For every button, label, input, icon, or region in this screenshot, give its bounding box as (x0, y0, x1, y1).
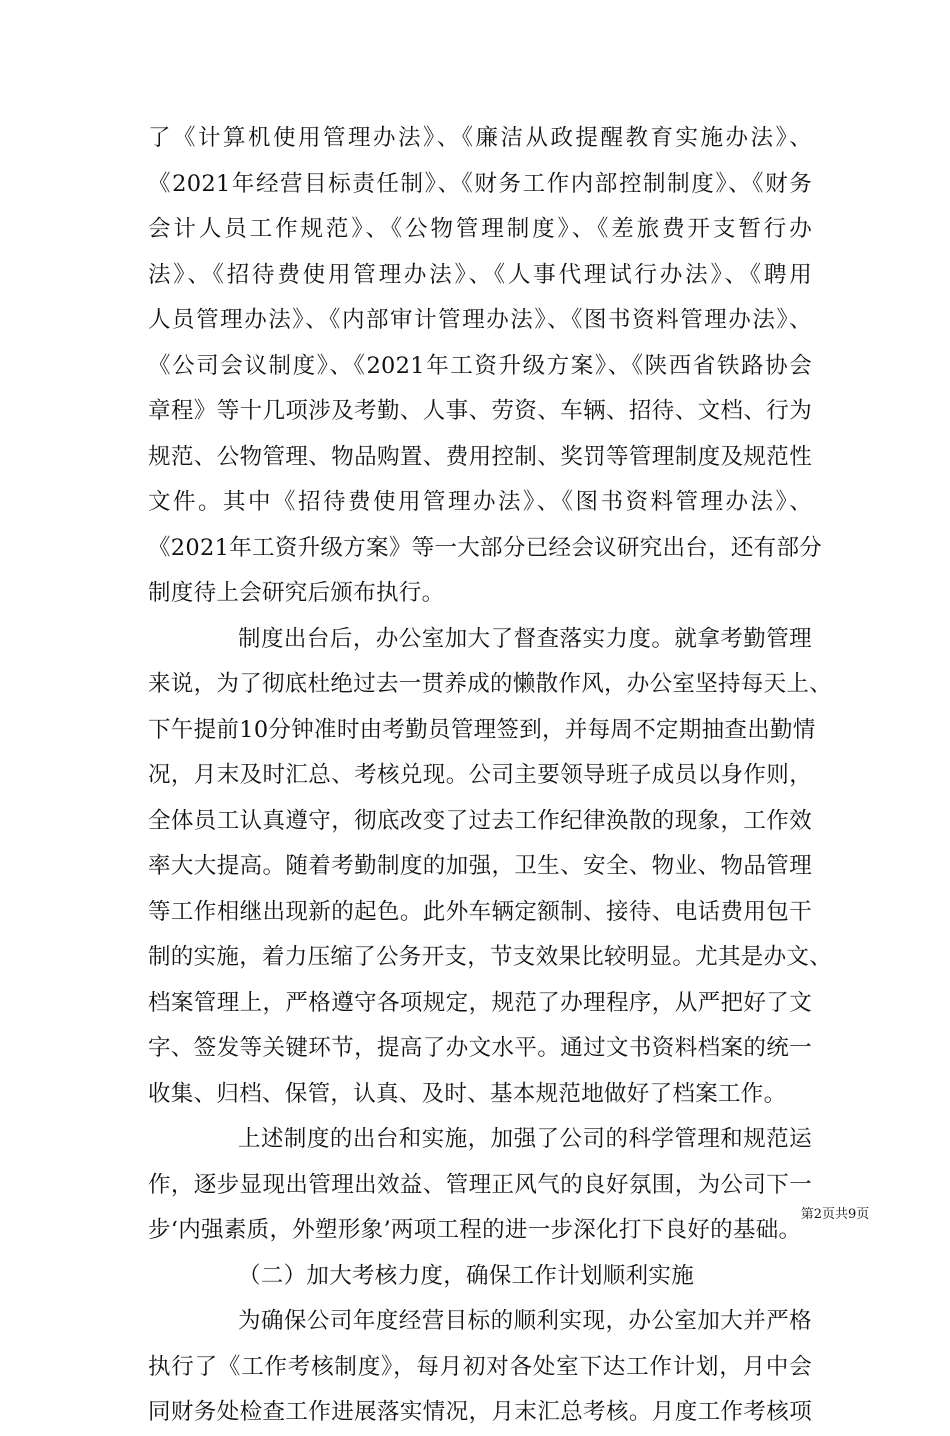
text-line: 为确保公司年度经营目标的顺利实现，办公室加大并严格 (238, 1308, 812, 1334)
text-line: （二）加大考核力度，确保工作计划顺利实施 (238, 1262, 695, 1289)
body-text (148, 116, 833, 1436)
text-line: 法》、《招待费使用管理办法》、《人事代理试行办法》、《聘用 (148, 261, 812, 288)
page-number: 第2页共9页 (800, 1207, 870, 1222)
text-line: 制度出台后，办公室加大了督查落实力度。就拿考勤管理 (238, 625, 812, 652)
text-line: 执行了《工作考核制度》，每月初对各处室下达工作计划，月中会 (148, 1353, 812, 1380)
text-line: 来说，为了彻底杜绝过去一贯养成的懒散作风，办公室坚持每天上、 (148, 671, 833, 697)
text-line: 下午提前10分钟准时由考勤员管理签到，并每周不定期抽查出勤情 (148, 716, 816, 743)
text-line: 规范、公物管理、物品购置、费用控制、奖罚等管理制度及规范性 (148, 443, 812, 470)
text-line: 制度待上会研究后颁布执行。 (148, 580, 445, 606)
text-line: 章程》等十几项涉及考勤、人事、劳资、车辆、招待、文档、行为 (148, 398, 812, 424)
text-line: 了《计算机使用管理办法》、《廉洁从政提醒教育实施办法》、 (148, 125, 812, 151)
text-line: 作，逐步显现出管理出效益、管理正风气的良好氛围，为公司下一 (148, 1171, 812, 1198)
text-line: 同财务处检查工作进展落实情况，月末汇总考核。月度工作考核项 (148, 1399, 812, 1425)
text-line: 文件。其中《招待费使用管理办法》、《图书资料管理办法》、 (148, 489, 812, 515)
text-line: 《2021年经营目标责任制》、《财务工作内部控制制度》、《财务 (148, 170, 812, 197)
text-line: 档案管理上，严格遵守各项规定，规范了办理程序，从严把好了文 (148, 989, 812, 1016)
text-line: 会计人员工作规范》、《公物管理制度》、《差旅费开支暂行办 (148, 216, 812, 242)
page-footer (0, 1203, 950, 1222)
text-line: 全体员工认真遵守，彻底改变了过去工作纪律涣散的现象，工作效 (148, 807, 812, 834)
text-line: 《2021年工资升级方案》等一大部分已经会议研究出台，还有部分 (148, 534, 823, 561)
text-line: 人员管理办法》、《内部审计管理办法》、《图书资料管理办法》、 (148, 307, 812, 333)
text-line: 率大大提高。随着考勤制度的加强，卫生、安全、物业、物品管理 (148, 853, 812, 879)
text-line: 收集、归档、保管，认真、及时、基本规范地做好了档案工作。 (148, 1080, 787, 1107)
text-line: 《公司会议制度》、《2021年工资升级方案》、《陕西省铁路协会 (148, 352, 812, 379)
text-line: 等工作相继出现新的起色。此外车辆定额制、接待、电话费用包干 (148, 898, 812, 925)
text-line: 字、签发等关键环节，提高了办文水平。通过文书资料档案的统一 (148, 1035, 812, 1061)
text-line: 况，月末及时汇总、考核兑现。公司主要领导班子成员以身作则， (148, 762, 812, 788)
text-line: 制的实施，着力压缩了公务开支，节支效果比较明显。尤其是办文、 (148, 944, 833, 970)
text-line: 上述制度的出台和实施，加强了公司的科学管理和规范运 (238, 1126, 812, 1152)
text-line: 步‘内强素质，外塑形象’两项工程的进一步深化打下良好的基础。 (148, 1217, 802, 1243)
